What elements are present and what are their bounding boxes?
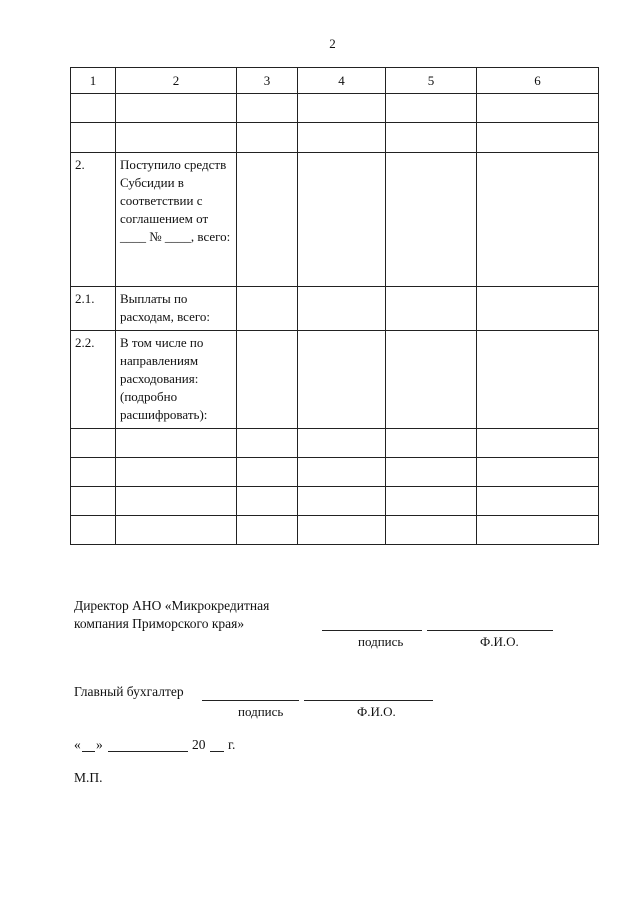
date-open-quote: « (74, 737, 81, 752)
row-number-cell[interactable] (71, 123, 116, 153)
value-cell[interactable] (477, 287, 599, 331)
value-cell[interactable] (298, 516, 386, 545)
header-cell-1: 1 (71, 68, 116, 94)
director-name-line[interactable] (427, 630, 553, 631)
date-year-suffix: г. (228, 737, 236, 752)
date-year-prefix: 20 (192, 737, 206, 752)
value-cell[interactable] (477, 153, 599, 287)
table-row (71, 516, 599, 545)
report-table (70, 67, 599, 545)
row-number-cell[interactable]: 2.1. (71, 287, 116, 331)
accountant-name-caption: Ф.И.О. (357, 704, 396, 719)
value-cell[interactable] (237, 429, 298, 458)
director-signature-line[interactable] (322, 630, 422, 631)
table-row (71, 287, 599, 331)
value-cell[interactable] (237, 516, 298, 545)
table-row (71, 123, 599, 153)
value-cell[interactable] (298, 487, 386, 516)
header-cell-2: 2 (116, 68, 237, 94)
value-cell[interactable] (298, 287, 386, 331)
director-title (74, 597, 269, 633)
row-description-cell[interactable] (116, 123, 237, 153)
value-cell[interactable] (477, 429, 599, 458)
value-cell[interactable] (386, 287, 477, 331)
value-cell[interactable] (298, 331, 386, 429)
value-cell[interactable] (386, 153, 477, 287)
table-row (71, 429, 599, 458)
value-cell[interactable] (386, 123, 477, 153)
value-cell[interactable] (477, 331, 599, 429)
row-description-cell[interactable] (116, 516, 237, 545)
value-cell[interactable] (477, 487, 599, 516)
row-description-cell[interactable]: В том числе по направлениям расходования: (подробно расшифровать): (116, 331, 237, 429)
row-number-cell[interactable]: 2.2. (71, 331, 116, 429)
value-cell[interactable] (386, 487, 477, 516)
stamp-label: М.П. (74, 770, 103, 785)
value-cell[interactable] (386, 331, 477, 429)
page-number: 2 (329, 36, 336, 51)
value-cell[interactable] (477, 123, 599, 153)
director-title-line2: компания Приморского края» (74, 616, 245, 631)
value-cell[interactable] (386, 429, 477, 458)
row-description-cell[interactable] (116, 429, 237, 458)
director-signature-caption: подпись (358, 634, 404, 649)
value-cell[interactable] (237, 94, 298, 123)
row-number-cell[interactable]: 2. (71, 153, 116, 287)
director-name-caption: Ф.И.О. (480, 634, 519, 649)
date-year-line[interactable] (210, 751, 224, 752)
date-month-line[interactable] (108, 751, 188, 752)
row-number-cell[interactable] (71, 94, 116, 123)
accountant-name-line[interactable] (304, 700, 433, 701)
value-cell[interactable] (386, 458, 477, 487)
row-number-cell[interactable] (71, 429, 116, 458)
header-cell-6: 6 (477, 68, 599, 94)
value-cell[interactable] (237, 331, 298, 429)
value-cell[interactable] (237, 153, 298, 287)
value-cell[interactable] (237, 287, 298, 331)
table-row (71, 94, 599, 123)
value-cell[interactable] (298, 458, 386, 487)
value-cell[interactable] (237, 123, 298, 153)
date-close-quote: » (96, 737, 103, 752)
value-cell[interactable] (386, 516, 477, 545)
date-day-line[interactable] (82, 751, 95, 752)
table-row (71, 331, 599, 429)
table-header-row (71, 68, 599, 94)
value-cell[interactable] (237, 487, 298, 516)
row-number-cell[interactable] (71, 516, 116, 545)
row-description-cell[interactable]: Выплаты по расходам, всего: (116, 287, 237, 331)
row-number-cell[interactable] (71, 458, 116, 487)
value-cell[interactable] (386, 94, 477, 123)
table-row (71, 458, 599, 487)
accountant-signature-caption: подпись (238, 704, 284, 719)
row-description-cell[interactable] (116, 458, 237, 487)
value-cell[interactable] (298, 429, 386, 458)
header-cell-5: 5 (386, 68, 477, 94)
value-cell[interactable] (237, 458, 298, 487)
value-cell[interactable] (477, 516, 599, 545)
row-description-cell[interactable]: Поступило средств Субсидии в соответствии с соглашением от ____ № ____, всего: (116, 153, 237, 287)
accountant-title: Главный бухгалтер (74, 684, 184, 699)
value-cell[interactable] (477, 94, 599, 123)
header-cell-4: 4 (298, 68, 386, 94)
value-cell[interactable] (298, 94, 386, 123)
row-description-cell[interactable] (116, 487, 237, 516)
header-cell-3: 3 (237, 68, 298, 94)
row-number-cell[interactable] (71, 487, 116, 516)
table-row (71, 153, 599, 287)
value-cell[interactable] (298, 123, 386, 153)
value-cell[interactable] (477, 458, 599, 487)
row-description-cell[interactable] (116, 94, 237, 123)
director-title-line1: Директор АНО «Микрокредитная (74, 598, 270, 613)
value-cell[interactable] (298, 153, 386, 287)
table-row (71, 487, 599, 516)
accountant-signature-line[interactable] (202, 700, 299, 701)
